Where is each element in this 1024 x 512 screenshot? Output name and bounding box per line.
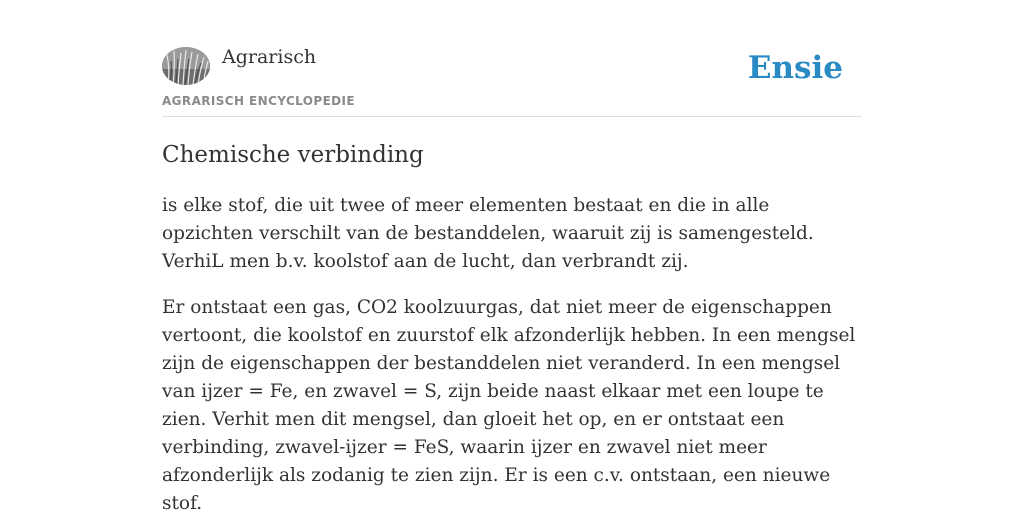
wheat-field-icon[interactable] [162,47,210,85]
brand-logo[interactable]: Ensie [747,50,843,86]
header [162,45,862,117]
article [162,138,862,512]
article-title: Chemische verbinding [162,142,424,168]
article-paragraph: is elke stof, die uit twee of meer elementen bestaat en die in alle opzichten verschilt van de bestanddelen, waaruit zij is samengesteld. VerhiL men b.v. koolstof aan de lucht, dan verbrandt zij. [162,195,814,272]
source-subtitle: AGRARISCH ENCYCLOPEDIE [162,94,355,108]
article-paragraph: Er ontstaat een gas, CO2 koolzuurgas, dat niet meer de eigenschappen vertoont, die koolstof en zuurstof elk afzonderlijk hebben. In een mengsel zijn de eigenschappen der bestanddelen niet veranderd. In een mengsel van ijzer = Fe, en zwavel = S, zijn beide naast elkaar met een loupe te zien. Verhit men dit mengsel, dan gloeit het op, en er ontstaat een verbinding, zwavel-ijzer = FeS, waarin ijzer en zwavel niet meer afzonderlijk als zodanig te zien zijn. Er is een c.v. ontstaan, een nieuwe stof. [162,297,856,512]
source-name[interactable]: Agrarisch [222,46,317,68]
